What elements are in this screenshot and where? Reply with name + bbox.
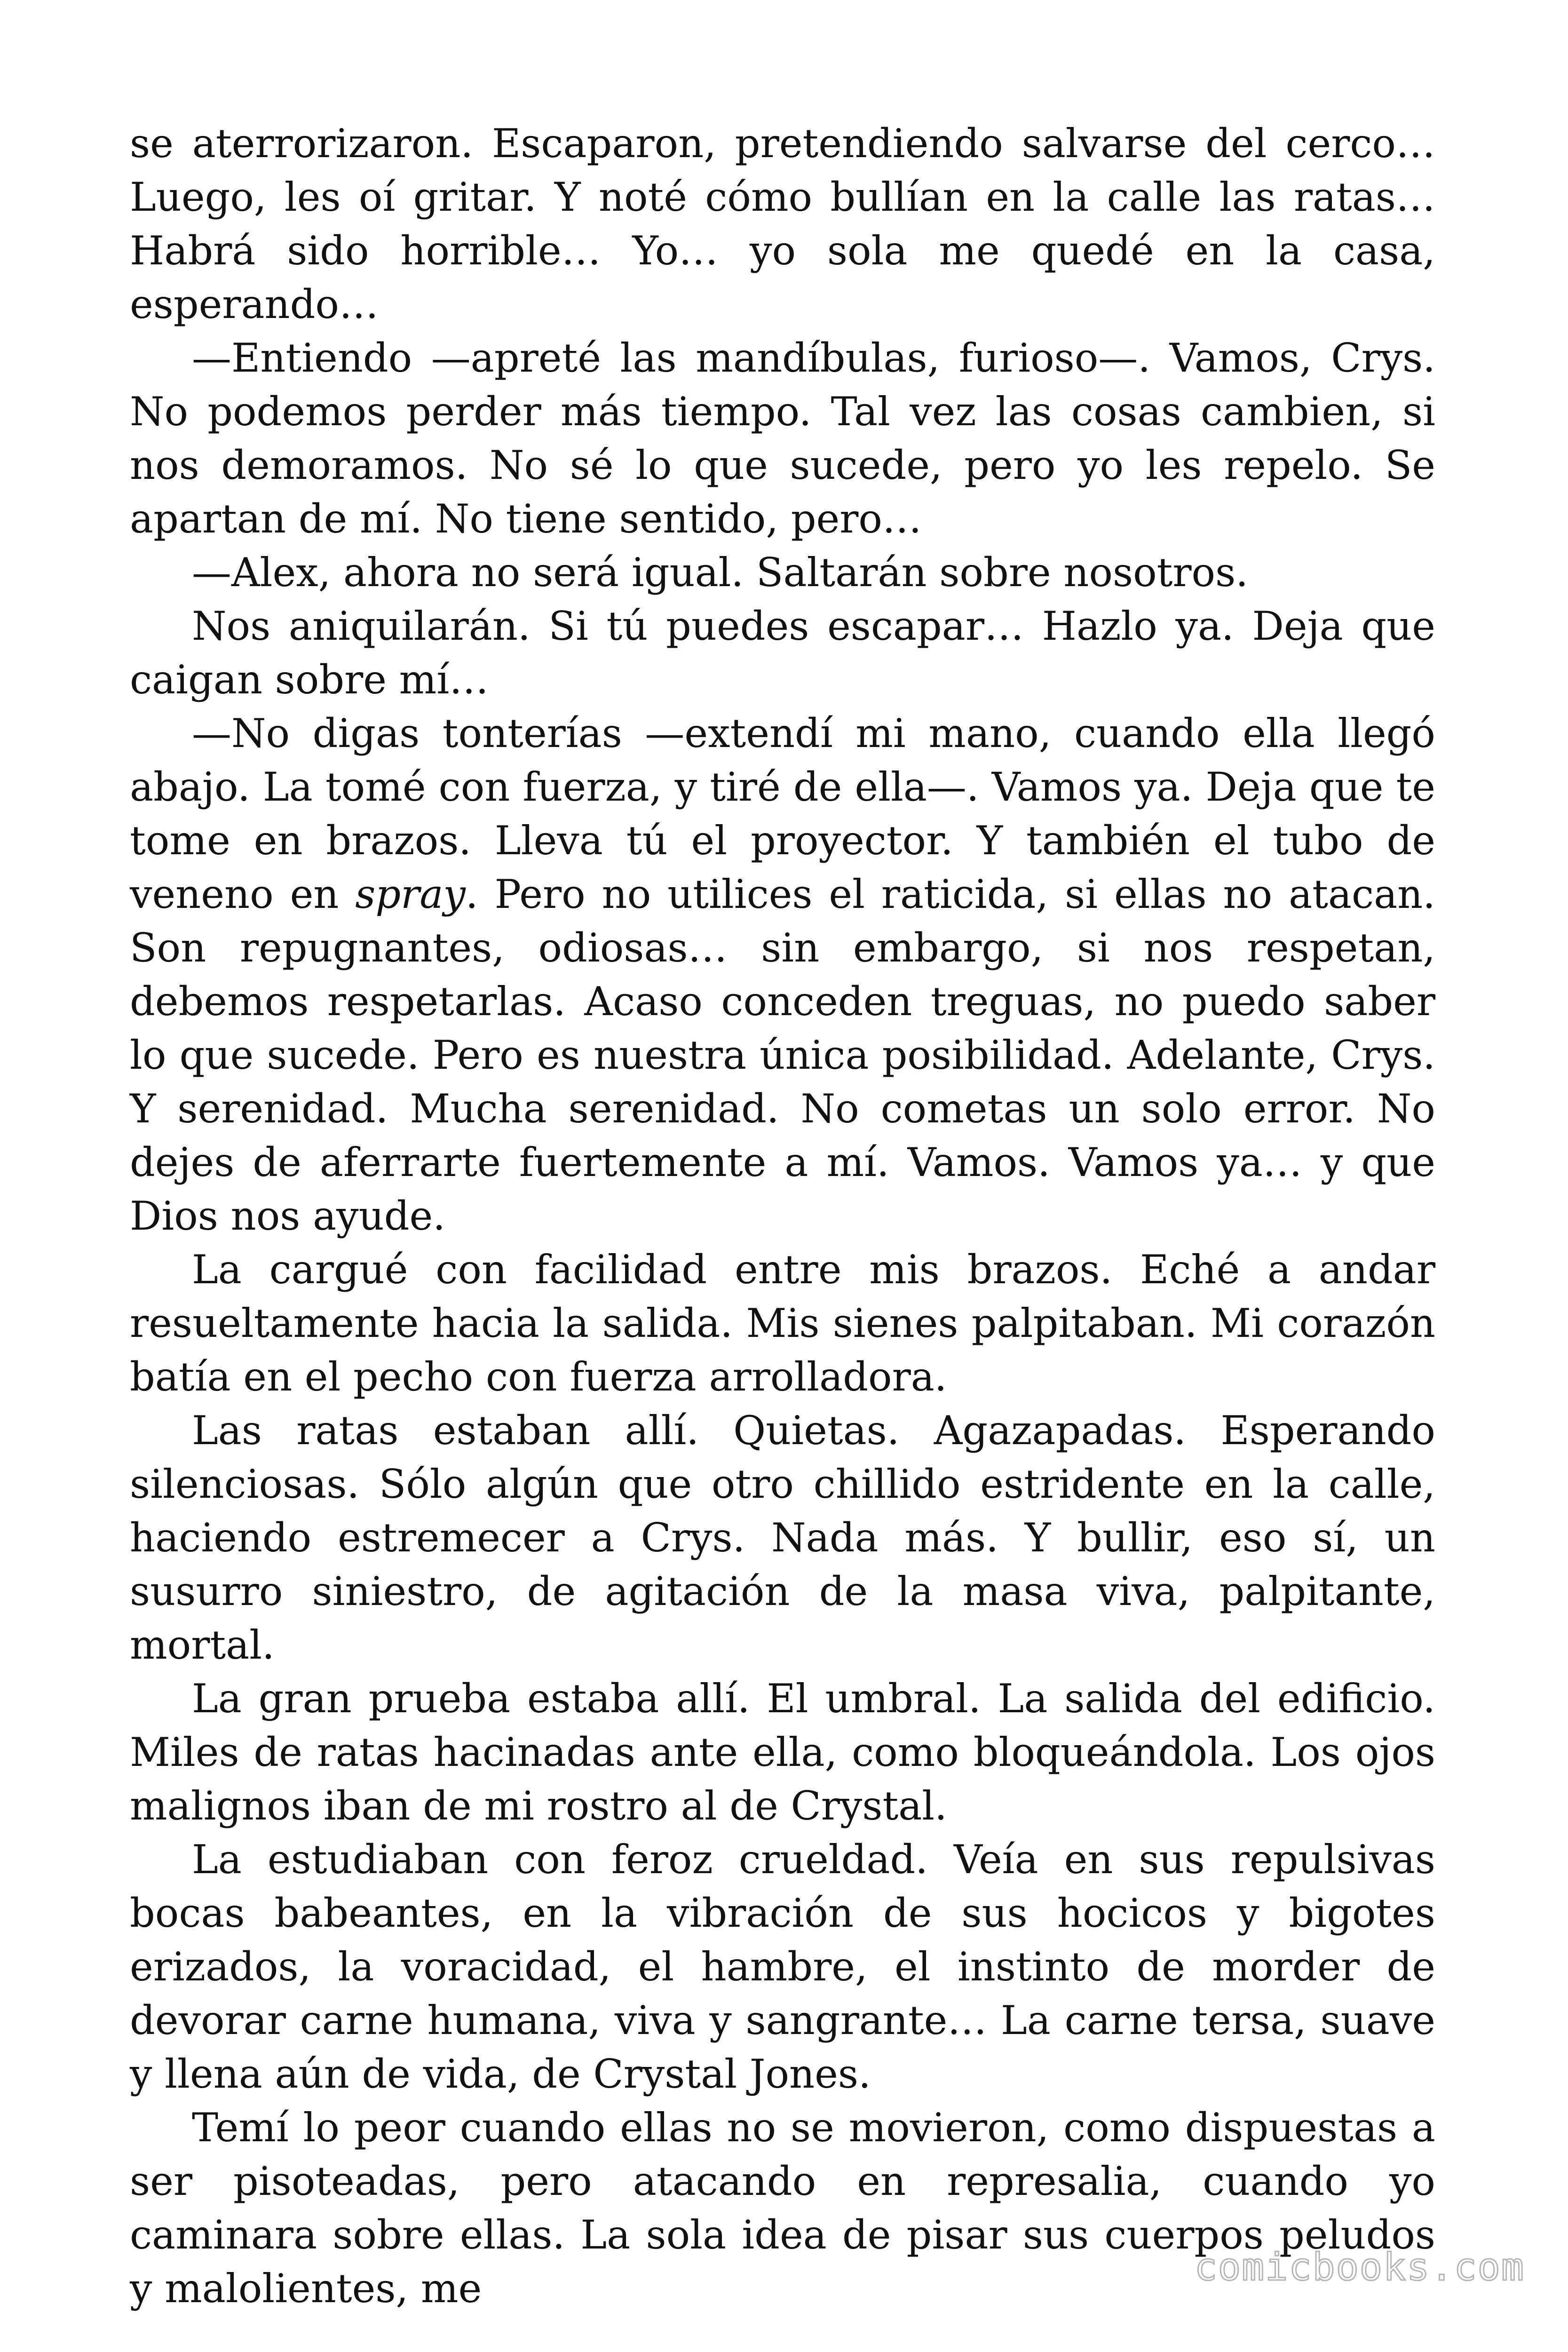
paragraph-5-italic-word: spray [355, 871, 466, 917]
paragraph-10: Temí lo peor cuando ellas no se movieron, como dispuestas a ser pisoteadas, pero atacando en represalia, cuando yo caminara sobre ellas. La sola idea de pisar sus cuerpos peludos y malolientes, me [130, 2105, 1435, 2312]
paragraph-5-after: . Pero no utilices el raticida, si ellas no atacan. Son repugnantes, odiosas… sin embargo, si nos respetan, debemos respetarlas. Acaso conceden treguas, no puedo saber lo que sucede. Pero es nuestra única posibilidad. Adelante, Crys. Y serenidad. Mucha serenidad. No cometas un solo error. No dejes de aferrarte fuertemente a mí. Vamos. Vamos ya… y que Dios nos ayude. [130, 871, 1435, 1239]
paragraph-5-before: —No digas tonterías —extendí mi mano, cuando ella llegó abajo. La tomé con fuerza, y tiré de ella—. Vamos ya. Deja que te tome en brazos. Lleva tú el proyector. Y también el tubo de veneno en [130, 710, 1435, 917]
paragraph-5 [130, 707, 1435, 1243]
paragraph-1: se aterrorizaron. Escaparon, pretendiendo salvarse del cerco… Luego, les oí gritar. Y noté cómo bullían en la calle las ratas… Habrá sido horrible… Yo… yo sola me quedé en la casa, esperando… [130, 120, 1435, 327]
watermark: comicbooks.com [1194, 2245, 1525, 2289]
paragraph-7: Las ratas estaban allí. Quietas. Agazapadas. Esperando silenciosas. Sólo algún que otro chillido estridente en la calle, haciendo estremecer a Crys. Nada más. Y bullir, eso sí, un susurro siniestro, de agitación de la masa viva, palpitante, mortal. [130, 1407, 1435, 1668]
paragraph-6: La cargué con facilidad entre mis brazos. Eché a andar resueltamente hacia la salida. Mis sienes palpitaban. Mi corazón batía en el pecho con fuerza arrolladora. [130, 1247, 1435, 1400]
paragraph-8: La gran prueba estaba allí. El umbral. La salida del edificio. Miles de ratas hacinadas ante ella, como bloqueándola. Los ojos malignos iban de mi rostro al de Crystal. [130, 1676, 1435, 1829]
paragraph-2: —Entiendo —apreté las mandíbulas, furioso—. Vamos, Crys. No podemos perder más tiempo. Tal vez las cosas cambien, si nos demoramos. No sé lo que sucede, pero yo les repelo. Se apartan de mí. No tiene sentido, pero… [130, 335, 1435, 542]
paragraph-3: —Alex, ahora no será igual. Saltarán sobre nosotros. [192, 549, 1248, 596]
paragraph-9: La estudiaban con feroz crueldad. Veía en sus repulsivas bocas babeantes, en la vibración de sus hocicos y bigotes erizados, la voracidad, el hambre, el instinto de morder de devorar carne humana, viva y sangrante… La carne tersa, suave y llena aún de vida, de Crystal Jones. [130, 1836, 1435, 2097]
paragraph-4: Nos aniquilarán. Si tú puedes escapar… Hazlo ya. Deja que caigan sobre mí… [130, 603, 1435, 703]
